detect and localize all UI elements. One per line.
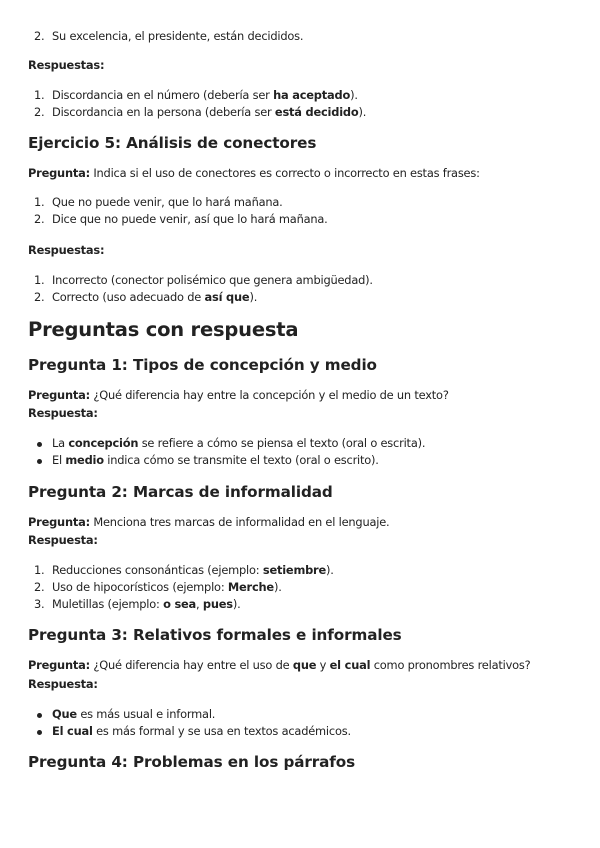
bold-text: medio bbox=[65, 453, 104, 467]
text-segment: ). bbox=[326, 563, 334, 577]
text-segment: El bbox=[52, 453, 66, 467]
text-segment: Su excelencia, el presidente, están decididos. bbox=[52, 29, 304, 43]
text-segment: y bbox=[316, 658, 330, 672]
list-item-text bbox=[52, 273, 373, 287]
text-segment: como pronombres relativos? bbox=[370, 658, 531, 672]
bold-text: El cual bbox=[52, 724, 93, 738]
text-segment: ). bbox=[273, 580, 282, 594]
text-segment: ). bbox=[232, 597, 241, 611]
answer-label: Respuesta: bbox=[28, 533, 98, 547]
list-item bbox=[28, 104, 366, 121]
list-item-text bbox=[52, 597, 241, 611]
list-item bbox=[28, 87, 366, 104]
list-item-text bbox=[52, 436, 425, 450]
question-label: Pregunta: bbox=[28, 388, 90, 402]
list-number: 2. bbox=[34, 29, 45, 43]
list-item bbox=[28, 289, 373, 306]
bold-text: o sea bbox=[163, 597, 197, 611]
bullet-list bbox=[28, 706, 351, 740]
list-number: 1. bbox=[34, 273, 45, 287]
question-paragraph bbox=[28, 657, 530, 674]
numbered-list bbox=[28, 272, 373, 306]
text-segment: , bbox=[196, 597, 203, 611]
list-item-text bbox=[52, 453, 379, 467]
bullet-icon bbox=[37, 459, 42, 464]
bold-text: el cual bbox=[329, 658, 371, 672]
list-number: 2. bbox=[34, 290, 45, 304]
numbered-list bbox=[28, 194, 328, 228]
list-number: 1. bbox=[34, 563, 45, 577]
text-segment: se refiere a cómo se piensa el texto (oral o escrita). bbox=[138, 436, 426, 450]
question-text: Menciona tres marcas de informalidad en el lenguaje. bbox=[89, 515, 390, 529]
section-heading: Preguntas con respuesta bbox=[28, 318, 299, 341]
list-number: 2. bbox=[34, 580, 45, 594]
bold-text: concepción bbox=[68, 436, 139, 450]
question-paragraph bbox=[28, 514, 389, 531]
numbered-list bbox=[28, 28, 303, 45]
text-segment: ). bbox=[249, 290, 258, 304]
list-item-text bbox=[52, 88, 358, 102]
text-segment: Incorrecto (conector polisémico que genera ambigüedad). bbox=[52, 273, 373, 287]
list-item bbox=[28, 452, 425, 469]
question-text: Indica si el uso de conectores es correcto o incorrecto en estas frases: bbox=[89, 166, 480, 180]
text-segment: ). bbox=[358, 105, 367, 119]
question-label: Pregunta: bbox=[28, 166, 90, 180]
question-text bbox=[90, 658, 531, 672]
list-item bbox=[28, 28, 303, 45]
list-item bbox=[28, 579, 334, 596]
bold-text: ha aceptado bbox=[273, 88, 351, 102]
list-item bbox=[28, 194, 328, 211]
text-segment: es más formal y se usa en textos académicos. bbox=[92, 724, 351, 738]
question-heading: Pregunta 2: Marcas de informalidad bbox=[28, 483, 333, 501]
question-paragraph bbox=[28, 165, 480, 182]
answers-label: Respuestas: bbox=[28, 243, 105, 257]
bold-text: Merche bbox=[227, 580, 274, 594]
question-paragraph bbox=[28, 387, 449, 404]
list-item-text bbox=[52, 212, 328, 226]
bold-text: Que bbox=[52, 707, 77, 721]
answer-label: Respuesta: bbox=[28, 677, 98, 691]
text-segment: Dice que no puede venir, así que lo hará mañana. bbox=[52, 212, 328, 226]
bold-text: pues bbox=[202, 597, 233, 611]
text-segment: Discordancia en la persona (debería ser bbox=[52, 105, 275, 119]
list-number: 2. bbox=[34, 105, 45, 119]
list-item-text bbox=[52, 707, 215, 721]
numbered-list bbox=[28, 87, 366, 121]
text-segment: Uso de hipocorísticos (ejemplo: bbox=[52, 580, 228, 594]
question-label: Pregunta: bbox=[28, 658, 90, 672]
list-number: 3. bbox=[34, 597, 45, 611]
answers-label: Respuestas: bbox=[28, 58, 105, 72]
list-item bbox=[28, 272, 373, 289]
text-segment: Muletillas (ejemplo: bbox=[52, 597, 164, 611]
bold-text: así que bbox=[204, 290, 250, 304]
list-item-text bbox=[52, 724, 351, 738]
exercise-heading: Ejercicio 5: Análisis de conectores bbox=[28, 134, 317, 152]
list-item-text bbox=[52, 195, 283, 209]
bullet-icon bbox=[37, 442, 42, 447]
question-heading: Pregunta 4: Problemas en los párrafos bbox=[28, 753, 356, 771]
list-item-text bbox=[52, 29, 303, 43]
text-segment: La bbox=[52, 436, 69, 450]
question-heading: Pregunta 3: Relativos formales e informales bbox=[28, 626, 402, 644]
list-item-text bbox=[52, 105, 366, 119]
list-item-text bbox=[52, 580, 282, 594]
list-item-text bbox=[52, 290, 257, 304]
bold-text: que bbox=[292, 658, 317, 672]
bullet-icon bbox=[37, 713, 42, 718]
text-segment: indica cómo se transmite el texto (oral o escrito). bbox=[103, 453, 379, 467]
bold-text: está decidido bbox=[274, 105, 359, 119]
bullet-list bbox=[28, 435, 425, 469]
bold-text: setiembre bbox=[262, 563, 327, 577]
text-segment: Que no puede venir, que lo hará mañana. bbox=[52, 195, 283, 209]
question-label: Pregunta: bbox=[28, 515, 90, 529]
text-segment: Correcto (uso adecuado de bbox=[52, 290, 205, 304]
question-text: ¿Qué diferencia hay entre la concepción y el medio de un texto? bbox=[89, 388, 449, 402]
list-item bbox=[28, 211, 328, 228]
list-item bbox=[28, 723, 351, 740]
numbered-list bbox=[28, 562, 334, 613]
list-number: 1. bbox=[34, 195, 45, 209]
text-segment: Discordancia en el número (debería ser bbox=[52, 88, 274, 102]
list-item-text bbox=[52, 563, 334, 577]
text-segment: Reducciones consonánticas (ejemplo: bbox=[52, 563, 263, 577]
list-item bbox=[28, 562, 334, 579]
text-segment: es más usual e informal. bbox=[76, 707, 216, 721]
bullet-icon bbox=[37, 730, 42, 735]
list-item bbox=[28, 596, 334, 613]
question-heading: Pregunta 1: Tipos de concepción y medio bbox=[28, 356, 377, 374]
answer-label: Respuesta: bbox=[28, 406, 98, 420]
list-number: 2. bbox=[34, 212, 45, 226]
list-item bbox=[28, 435, 425, 452]
text-segment: ¿Qué diferencia hay entre el uso de bbox=[89, 658, 293, 672]
list-number: 1. bbox=[34, 88, 45, 102]
text-segment: ). bbox=[350, 88, 358, 102]
list-item bbox=[28, 706, 351, 723]
